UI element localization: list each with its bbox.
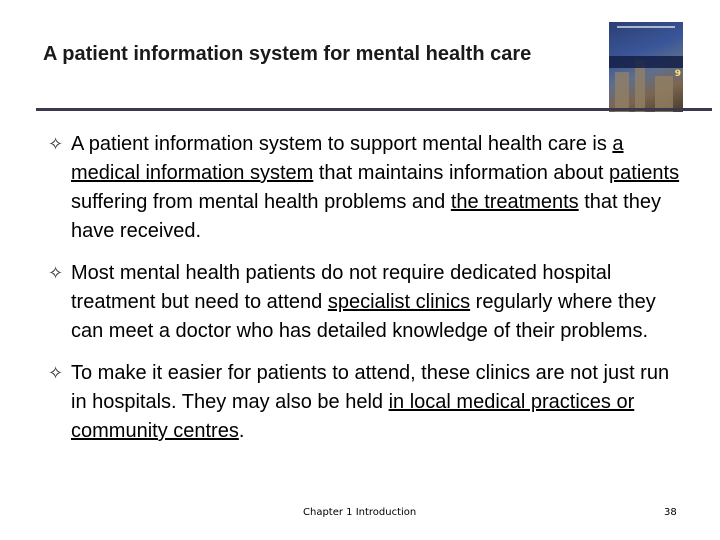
bullet-text: that they have received. — [71, 191, 661, 242]
bullet-list — [48, 130, 688, 459]
bullet-text: regularly where they can meet a doctor who has detailed knowledge of their problems. — [71, 291, 656, 342]
underlined-term: the treatments — [450, 191, 579, 213]
bullet-text: . — [238, 420, 245, 442]
bullet-text: A patient information system to support mental health care is — [71, 133, 613, 155]
bullet-text: Most mental health patients do not require dedicated hospital treatment but need to attend — [71, 262, 612, 313]
page-number: 38 — [664, 507, 677, 518]
bullet-item — [48, 130, 688, 246]
underlined-term: in local medical practices or community centres — [71, 391, 635, 442]
bullet-item — [48, 359, 688, 446]
underlined-term: specialist clinics — [327, 291, 471, 313]
bullet-item — [48, 259, 688, 346]
slide-title: A patient information system for mental health care — [43, 43, 532, 65]
four-point-star-icon: ✧ — [48, 134, 64, 155]
four-point-star-icon: ✧ — [48, 263, 64, 284]
book-cover-image — [609, 22, 683, 112]
edition-number: 9 — [674, 69, 681, 79]
title-divider — [36, 108, 712, 111]
underlined-term: a medical information system — [71, 133, 624, 184]
bullet-text: that maintains information about — [313, 162, 610, 184]
underlined-term: patients — [609, 162, 680, 184]
bullet-text: To make it easier for patients to attend, these clinics are not just run in hospitals. They may also be held — [71, 362, 670, 413]
bullet-text: suffering from mental health problems and — [71, 191, 451, 213]
footer-label: Chapter 1 Introduction — [303, 507, 417, 518]
four-point-star-icon: ✧ — [48, 363, 64, 384]
